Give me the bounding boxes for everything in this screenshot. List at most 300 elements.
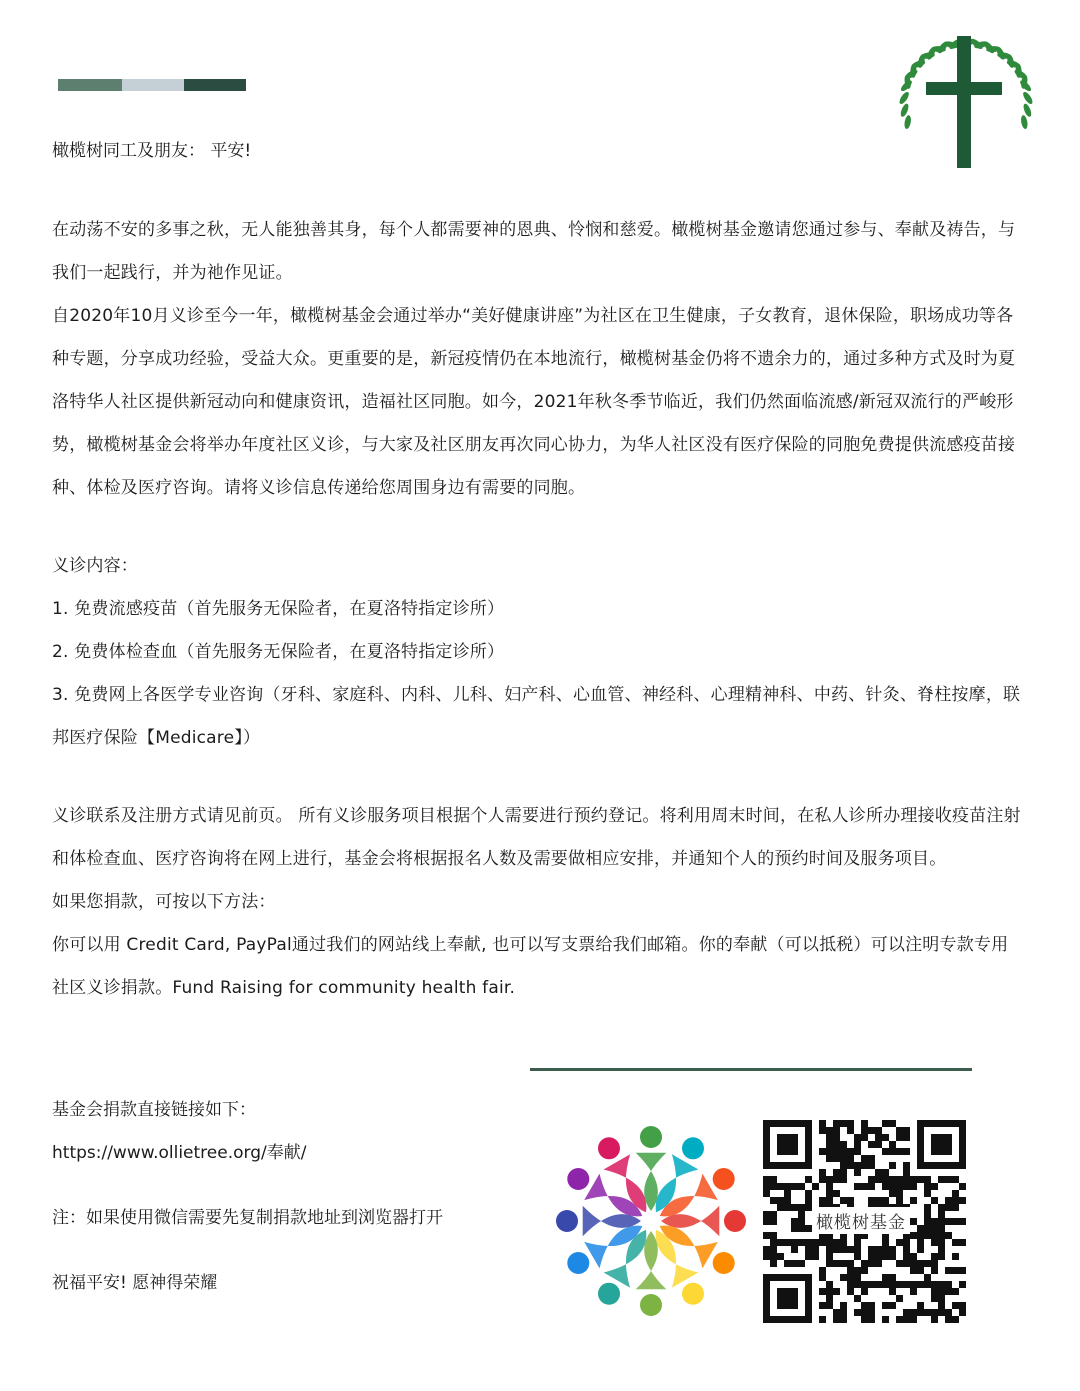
qr-module <box>861 1309 868 1316</box>
qr-module <box>889 1120 896 1127</box>
qr-module <box>819 1302 826 1309</box>
person-head <box>567 1252 589 1274</box>
qr-module <box>903 1162 910 1169</box>
qr-module <box>952 1218 959 1225</box>
qr-module <box>791 1204 798 1211</box>
qr-module <box>875 1141 882 1148</box>
qr-module <box>868 1281 875 1288</box>
qr-finder-core <box>777 1134 798 1155</box>
qr-module <box>945 1176 952 1183</box>
qr-module <box>854 1267 861 1274</box>
qr-module <box>840 1155 847 1162</box>
qr-module <box>854 1169 861 1176</box>
qr-module <box>931 1309 938 1316</box>
qr-module <box>861 1120 868 1127</box>
person-head <box>682 1283 704 1305</box>
spacer <box>52 760 1022 795</box>
qr-module <box>854 1162 861 1169</box>
qr-module <box>910 1309 917 1316</box>
qr-module <box>924 1309 931 1316</box>
qr-module <box>819 1169 826 1176</box>
qr-module <box>770 1183 777 1190</box>
qr-module <box>903 1148 910 1155</box>
qr-module <box>847 1281 854 1288</box>
qr-module <box>896 1127 903 1134</box>
header-bar-segment <box>122 79 184 91</box>
qr-module <box>826 1260 833 1267</box>
qr-module <box>840 1260 847 1267</box>
person-head <box>567 1168 589 1190</box>
donate-heading: 如果您捐款，可按以下方法： <box>52 892 276 912</box>
qr-module <box>910 1288 917 1295</box>
qr-module <box>903 1134 910 1141</box>
qr-module <box>924 1232 931 1239</box>
olive-leaf <box>898 90 911 105</box>
qr-module <box>826 1288 833 1295</box>
qr-module <box>847 1155 854 1162</box>
qr-module <box>903 1316 910 1323</box>
qr-module <box>826 1155 833 1162</box>
qr-module <box>833 1120 840 1127</box>
qr-module <box>798 1204 805 1211</box>
qr-module <box>784 1190 791 1197</box>
community-circle-people-icon <box>553 1118 749 1324</box>
qr-module <box>924 1176 931 1183</box>
qr-module <box>924 1281 931 1288</box>
qr-module <box>826 1302 833 1309</box>
qr-module <box>798 1260 805 1267</box>
qr-module <box>938 1302 945 1309</box>
qr-module <box>819 1120 826 1127</box>
qr-module <box>777 1183 784 1190</box>
qr-module <box>931 1232 938 1239</box>
qr-module <box>840 1120 847 1127</box>
qr-module <box>819 1176 826 1183</box>
qr-module <box>924 1190 931 1197</box>
qr-module <box>889 1141 896 1148</box>
qr-module <box>868 1260 875 1267</box>
qr-module <box>847 1148 854 1155</box>
qr-module <box>770 1253 777 1260</box>
qr-module <box>840 1246 847 1253</box>
qr-module <box>847 1162 854 1169</box>
qr-module <box>833 1246 840 1253</box>
service-item: 2. 免费体检查血（首先服务无保险者，在夏洛特指定诊所） <box>52 642 505 662</box>
qr-module <box>840 1197 847 1204</box>
qr-module <box>819 1274 826 1281</box>
link-heading: 基金会捐款直接链接如下： <box>52 1100 256 1120</box>
qr-module <box>924 1211 931 1218</box>
person-head <box>724 1210 746 1232</box>
qr-module <box>763 1218 770 1225</box>
qr-module <box>812 1183 819 1190</box>
qr-module <box>896 1295 903 1302</box>
qr-module <box>910 1316 917 1323</box>
qr-module <box>882 1120 889 1127</box>
qr-module <box>924 1260 931 1267</box>
qr-module <box>917 1309 924 1316</box>
qr-module <box>826 1281 833 1288</box>
qr-module <box>875 1253 882 1260</box>
qr-module <box>861 1134 868 1141</box>
qr-module <box>952 1239 959 1246</box>
qr-module <box>854 1309 861 1316</box>
qr-module <box>917 1225 924 1232</box>
qr-module <box>868 1127 875 1134</box>
qr-module <box>896 1148 903 1155</box>
qr-module <box>882 1148 889 1155</box>
qr-module <box>889 1288 896 1295</box>
qr-module <box>910 1183 917 1190</box>
qr-module <box>861 1281 868 1288</box>
qr-module <box>805 1253 812 1260</box>
qr-module <box>917 1267 924 1274</box>
qr-module <box>882 1302 889 1309</box>
qr-module <box>840 1162 847 1169</box>
qr-module <box>819 1197 826 1204</box>
qr-module <box>924 1183 931 1190</box>
qr-module <box>833 1190 840 1197</box>
qr-module <box>805 1176 812 1183</box>
qr-module <box>770 1197 777 1204</box>
qr-module <box>833 1134 840 1141</box>
qr-module <box>861 1316 868 1323</box>
qr-module <box>896 1176 903 1183</box>
qr-module <box>889 1246 896 1253</box>
qr-module <box>833 1169 840 1176</box>
qr-module <box>798 1211 805 1218</box>
qr-module <box>889 1253 896 1260</box>
qr-module <box>805 1246 812 1253</box>
person-head <box>682 1137 704 1159</box>
service-item: 1. 免费流感疫苗（首先服务无保险者，在夏洛特指定诊所） <box>52 599 505 619</box>
qr-module <box>917 1239 924 1246</box>
registration-paragraph: 义诊联系及注册方式请见前页。 所有义诊服务项目根据个人需要进行预约登记。将利用周末时间，在私人诊所办理接收疫苗注射和体检查血、医疗咨询将在网上进行，基金会将根据报名人数及需要做相应安排，并通知个人的预约时间及服务项目。 <box>52 806 1021 869</box>
qr-module <box>770 1260 777 1267</box>
qr-module <box>840 1316 847 1323</box>
qr-module <box>777 1204 784 1211</box>
donation-link[interactable]: https://www.ollietree.org/奉献/ <box>52 1143 307 1163</box>
qr-module <box>791 1239 798 1246</box>
qr-module <box>924 1204 931 1211</box>
olive-leaf <box>1021 90 1034 105</box>
qr-module <box>861 1162 868 1169</box>
qr-module <box>931 1197 938 1204</box>
qr-module <box>882 1183 889 1190</box>
qr-module <box>882 1197 889 1204</box>
qr-module <box>847 1288 854 1295</box>
qr-module <box>959 1239 966 1246</box>
qr-module <box>840 1148 847 1155</box>
qr-module <box>931 1218 938 1225</box>
qr-module <box>875 1281 882 1288</box>
qr-module <box>763 1176 770 1183</box>
qr-module <box>945 1309 952 1316</box>
qr-module <box>847 1120 854 1127</box>
qr-module <box>840 1141 847 1148</box>
qr-module <box>784 1183 791 1190</box>
qr-module <box>868 1302 875 1309</box>
qr-module <box>854 1148 861 1155</box>
qr-module <box>770 1211 777 1218</box>
qr-module <box>763 1183 770 1190</box>
qr-module <box>791 1225 798 1232</box>
qr-module <box>903 1260 910 1267</box>
qr-module <box>805 1197 812 1204</box>
qr-module <box>903 1281 910 1288</box>
qr-module <box>854 1281 861 1288</box>
qr-module <box>896 1316 903 1323</box>
qr-module <box>819 1239 826 1246</box>
qr-module <box>952 1302 959 1309</box>
qr-module <box>840 1302 847 1309</box>
qr-module <box>805 1239 812 1246</box>
qr-module <box>889 1302 896 1309</box>
qr-module <box>826 1141 833 1148</box>
qr-module <box>917 1281 924 1288</box>
qr-module <box>854 1239 861 1246</box>
qr-module <box>931 1260 938 1267</box>
qr-module <box>910 1197 917 1204</box>
qr-module <box>847 1197 854 1204</box>
qr-module <box>903 1253 910 1260</box>
qr-module <box>826 1239 833 1246</box>
qr-module <box>938 1253 945 1260</box>
qr-module <box>763 1253 770 1260</box>
qr-module <box>882 1281 889 1288</box>
qr-module <box>896 1190 903 1197</box>
qr-module <box>770 1232 777 1239</box>
wechat-note: 注：如果使用微信需要先复制捐款地址到浏览器打开 <box>52 1208 443 1228</box>
qr-module <box>931 1225 938 1232</box>
qr-module <box>861 1183 868 1190</box>
qr-module <box>903 1176 910 1183</box>
qr-module <box>784 1239 791 1246</box>
qr-module <box>798 1218 805 1225</box>
olive-leaf <box>904 115 912 130</box>
qr-module <box>805 1204 812 1211</box>
qr-module <box>903 1169 910 1176</box>
header-color-bar <box>58 79 246 91</box>
qr-module <box>875 1134 882 1141</box>
qr-module <box>945 1288 952 1295</box>
qr-module <box>833 1155 840 1162</box>
qr-module <box>945 1267 952 1274</box>
qr-module <box>917 1260 924 1267</box>
qr-module <box>896 1197 903 1204</box>
qr-module <box>826 1127 833 1134</box>
qr-module <box>882 1169 889 1176</box>
qr-module <box>819 1267 826 1274</box>
qr-module <box>959 1183 966 1190</box>
spacer <box>52 1240 532 1262</box>
qr-module <box>868 1183 875 1190</box>
qr-module <box>952 1204 959 1211</box>
qr-module <box>840 1239 847 1246</box>
qr-module <box>826 1148 833 1155</box>
qr-module <box>931 1316 938 1323</box>
qr-module <box>868 1176 875 1183</box>
qr-module <box>959 1309 966 1316</box>
qr-module <box>854 1253 861 1260</box>
qr-module <box>847 1246 854 1253</box>
qr-module <box>854 1134 861 1141</box>
person-head <box>640 1294 662 1316</box>
qr-module <box>833 1309 840 1316</box>
qr-finder-core <box>777 1288 798 1309</box>
qr-module <box>868 1141 875 1148</box>
qr-module <box>861 1288 868 1295</box>
qr-module <box>784 1204 791 1211</box>
qr-module <box>770 1218 777 1225</box>
qr-module <box>938 1176 945 1183</box>
qr-module <box>840 1169 847 1176</box>
qr-module <box>938 1218 945 1225</box>
qr-module <box>903 1127 910 1134</box>
qr-module <box>826 1253 833 1260</box>
qr-module <box>826 1197 833 1204</box>
qr-module <box>854 1183 861 1190</box>
qr-module <box>931 1295 938 1302</box>
qr-module <box>784 1197 791 1204</box>
qr-module <box>763 1190 770 1197</box>
header-bar-segment <box>58 79 122 91</box>
qr-module <box>812 1239 819 1246</box>
qr-module <box>889 1183 896 1190</box>
qr-module <box>903 1309 910 1316</box>
qr-module <box>889 1274 896 1281</box>
qr-module <box>952 1316 959 1323</box>
qr-module <box>763 1232 770 1239</box>
qr-module <box>917 1232 924 1239</box>
qr-module <box>931 1288 938 1295</box>
qr-module <box>875 1169 882 1176</box>
qr-module <box>889 1281 896 1288</box>
qr-module <box>910 1218 917 1225</box>
qr-module <box>875 1260 882 1267</box>
qr-module <box>784 1260 791 1267</box>
qr-module <box>847 1127 854 1134</box>
qr-module <box>868 1162 875 1169</box>
qr-module <box>805 1190 812 1197</box>
qr-module <box>910 1260 917 1267</box>
donation-info <box>52 1089 532 1305</box>
qr-module <box>826 1183 833 1190</box>
qr-module <box>847 1274 854 1281</box>
qr-module <box>826 1246 833 1253</box>
qr-module <box>945 1281 952 1288</box>
qr-module <box>777 1253 784 1260</box>
qr-module <box>875 1197 882 1204</box>
person-head <box>640 1126 662 1148</box>
qr-module <box>959 1281 966 1288</box>
intro-paragraph: 在动荡不安的多事之秋，无人能独善其身，每个人都需要神的恩典、怜悯和慈爱。橄榄树基金邀请您通过参与、奉献及祷告，与我们一起践行，并为祂作见证。 <box>52 220 1016 283</box>
qr-module <box>868 1246 875 1253</box>
qr-module <box>777 1197 784 1204</box>
qr-module <box>854 1141 861 1148</box>
qr-module <box>763 1246 770 1253</box>
service-item: 3. 免费网上各医学专业咨询（牙科、家庭科、内科、儿科、妇产科、心血管、神经科、心理精神科、中药、针灸、脊柱按摩，联邦医疗保险【Medicare】） <box>52 685 1021 748</box>
qr-module <box>938 1246 945 1253</box>
person-head <box>556 1210 578 1232</box>
cross-with-olive-wreath-icon <box>890 30 1042 172</box>
qr-module <box>938 1309 945 1316</box>
qr-module <box>770 1176 777 1183</box>
spacer <box>52 1175 532 1197</box>
qr-module <box>826 1190 833 1197</box>
services-heading: 义诊内容： <box>52 556 138 576</box>
qr-module <box>889 1148 896 1155</box>
qr-module <box>868 1316 875 1323</box>
qr-module <box>826 1176 833 1183</box>
blessing: 祝福平安! 愿神得荣耀 <box>52 1273 218 1293</box>
qr-module <box>917 1302 924 1309</box>
qr-module <box>945 1232 952 1239</box>
qr-module <box>882 1246 889 1253</box>
qr-module <box>917 1176 924 1183</box>
qr-module <box>910 1267 917 1274</box>
qr-module <box>910 1232 917 1239</box>
qr-module <box>924 1274 931 1281</box>
qr-finder-core <box>931 1134 952 1155</box>
qr-module <box>952 1288 959 1295</box>
qr-module <box>938 1295 945 1302</box>
qr-module <box>938 1204 945 1211</box>
qr-module <box>896 1260 903 1267</box>
qr-module <box>868 1309 875 1316</box>
qr-module <box>903 1239 910 1246</box>
olive-leaf <box>1020 115 1028 130</box>
qr-module <box>791 1218 798 1225</box>
qr-module <box>833 1260 840 1267</box>
qr-module <box>938 1239 945 1246</box>
qr-module <box>840 1176 847 1183</box>
person-head <box>713 1168 735 1190</box>
qr-module <box>791 1246 798 1253</box>
qr-module <box>798 1225 805 1232</box>
qr-module <box>931 1281 938 1288</box>
qr-module <box>896 1134 903 1141</box>
qr-module <box>952 1267 959 1274</box>
activities-paragraph: 自2020年10月义诊至今一年，橄榄树基金会通过举办“美好健康讲座”为社区在卫生健康，子女教育，退休保险，职场成功等各种专题，分享成功经验，受益大众。更重要的是，新冠疫情仍在本地流行，橄榄树基金仍将不遗余力的，通过多种方式及时为夏洛特华人社区提供新冠动向和健康资讯，造福社区同胞。如今，2021年秋冬季节临近，我们仍然面临流感/新冠双流行的严峻形势，橄榄树基金会将举办年度社区义诊，与大家及社区朋友再次同心协力，为华人社区没有医疗保险的同胞免费提供流感疫苗接种、体检及医疗咨询。请将义诊信息传递给您周围身边有需要的同胞。 <box>52 306 1016 498</box>
qr-module <box>819 1288 826 1295</box>
qr-module <box>931 1253 938 1260</box>
qr-module <box>875 1176 882 1183</box>
qr-module <box>945 1197 952 1204</box>
qr-module <box>833 1127 840 1134</box>
qr-module <box>903 1183 910 1190</box>
header-bar-segment <box>184 79 246 91</box>
qr-module <box>791 1183 798 1190</box>
qr-module <box>868 1253 875 1260</box>
qr-module <box>847 1267 854 1274</box>
qr-module <box>889 1162 896 1169</box>
qr-module <box>938 1211 945 1218</box>
qr-module <box>903 1246 910 1253</box>
spacer <box>52 510 1022 545</box>
cross-horizontal <box>926 82 1002 95</box>
qr-module <box>854 1295 861 1302</box>
qr-module <box>952 1176 959 1183</box>
qr-module <box>868 1197 875 1204</box>
qr-module <box>889 1176 896 1183</box>
qr-module <box>798 1239 805 1246</box>
qr-module <box>875 1246 882 1253</box>
qr-module <box>910 1253 917 1260</box>
qr-module <box>833 1288 840 1295</box>
qr-module <box>847 1260 854 1267</box>
qr-module <box>812 1246 819 1253</box>
